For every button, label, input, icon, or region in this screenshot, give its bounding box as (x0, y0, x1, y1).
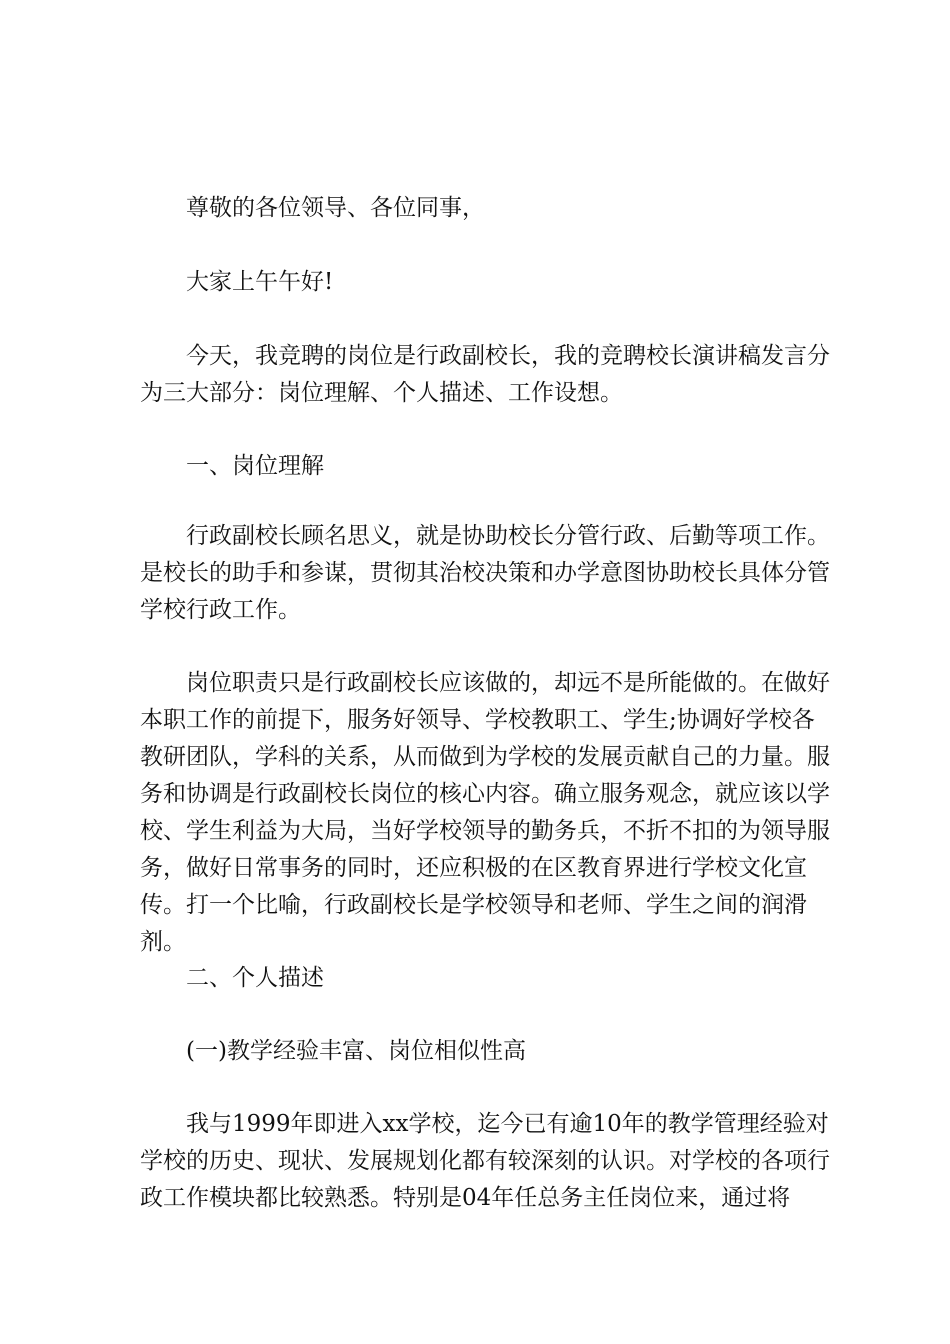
subsection-heading: (一)教学经验丰富、岗位相似性高 (186, 1038, 526, 1064)
salutation: 尊敬的各位领导、各位同事， (186, 195, 485, 221)
greeting: 大家上午午好! (186, 269, 334, 295)
section-heading-2: 二、个人描述 (186, 965, 324, 991)
intro-paragraph: 今天，我竞聘的岗位是行政副校长，我的竞聘校长演讲稿发言分为三大部分：岗位理解、个人描述、工作设想。 (140, 343, 830, 406)
body-paragraph: 岗位职责只是行政副校长应该做的，却远不是所能做的。在做好本职工作的前提下，服务好领导、学校教职工、学生;协调好学校各教研团队，学科的关系，从而做到为学校的发展贡献自己的力量。服务和协调是行政副校长岗位的核心内容。确立服务观念，就应该以学校、学生利益为大局，当好学校领导的勤务兵，不折不扣的为领导服务，做好日常事务的同时，还应积极的在区教育界进行学校文化宣传。打一个比喻，行政副校长是学校领导和老师、学生之间的润滑剂。 (140, 670, 830, 955)
section-heading-1: 一、岗位理解 (186, 453, 324, 479)
body-paragraph: 我与1999年即进入xx学校，迄今已有逾10年的教学管理经验对学校的历史、现状、发展规划化都有较深刻的认识。对学校的各项行政工作模块都比较熟悉。特别是04年任总务主任岗位来，通过将 (140, 1111, 830, 1211)
body-paragraph: 行政副校长顾名思义，就是协助校长分管行政、后勤等项工作。是校长的助手和参谋，贯彻其治校决策和办学意图协助校长具体分管学校行政工作。 (140, 523, 830, 623)
